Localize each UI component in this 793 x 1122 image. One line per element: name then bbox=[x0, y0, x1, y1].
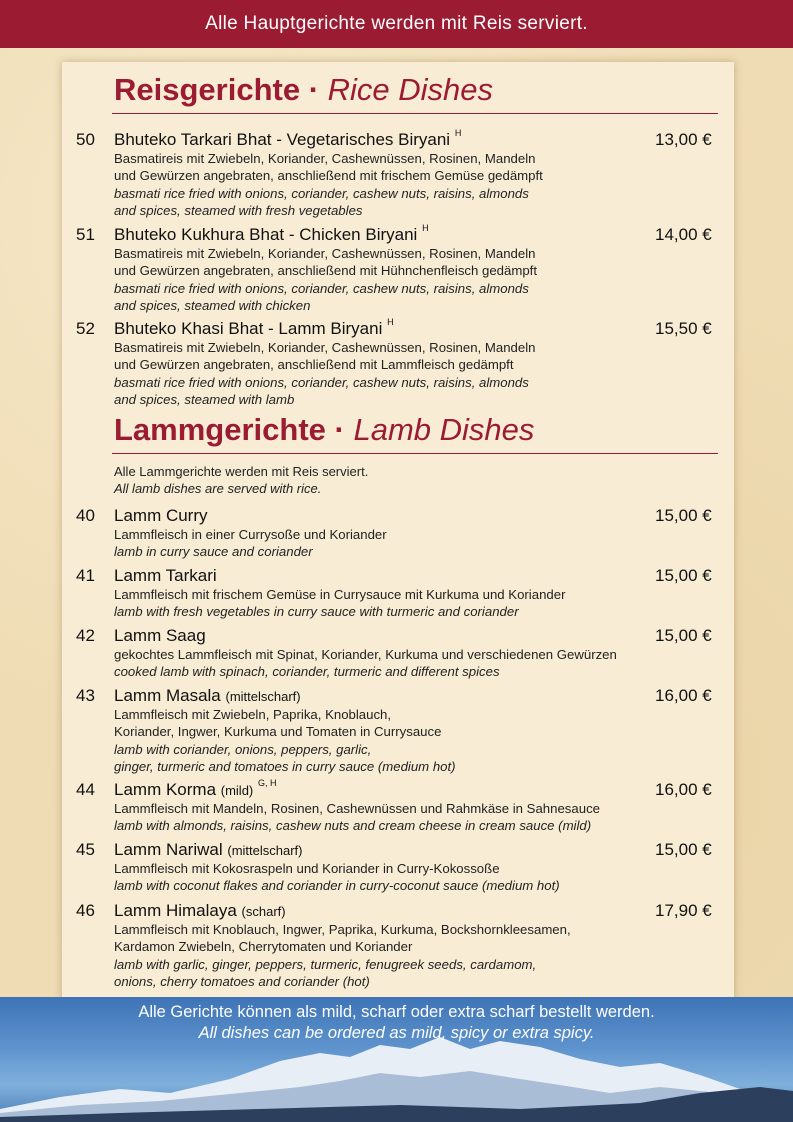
allergen-codes: G, H bbox=[258, 778, 277, 788]
dish-price: 14,00 € bbox=[655, 225, 712, 244]
rice-divider bbox=[112, 113, 718, 114]
allergen-codes: H bbox=[422, 223, 429, 233]
dish-name-text: Bhuteko Tarkari Bhat - Vegetarisches Biryani bbox=[114, 130, 451, 149]
dish-number: 50 bbox=[76, 130, 95, 149]
desc-de: Lammfleisch mit Kokosraspeln und Koriander in Curry-Kokossoße bbox=[114, 861, 500, 876]
lamb-section-title bbox=[114, 412, 534, 448]
rice-title-de: Reisgerichte bbox=[114, 72, 301, 107]
dish-number: 46 bbox=[76, 901, 95, 920]
dish-name bbox=[114, 780, 277, 800]
dish-name bbox=[114, 130, 461, 150]
desc-de: und Gewürzen angebraten, anschließend mit frischem Gemüse gedämpft bbox=[114, 168, 543, 184]
spice-level: (mittelscharf) bbox=[225, 689, 301, 704]
desc-de: Lammfleisch mit Zwiebeln, Paprika, Knoblauch, bbox=[114, 707, 392, 722]
desc-en: onions, cherry tomatoes and coriander (hot) bbox=[114, 973, 370, 989]
desc-en: basmati rice fried with onions, coriander, cashew nuts, raisins, almonds bbox=[114, 280, 529, 296]
dish-name-text: Lamm Himalaya bbox=[114, 901, 237, 920]
lamb-intro bbox=[114, 463, 368, 497]
desc-de: und Gewürzen angebraten, anschließend mit Hühnchenfleisch gedämpft bbox=[114, 263, 537, 279]
dish-name-text: Lamm Korma bbox=[114, 780, 217, 799]
dish-name bbox=[114, 225, 429, 245]
dish-description bbox=[114, 706, 456, 775]
dish-description bbox=[114, 526, 387, 561]
dish-name-text: Lamm Masala bbox=[114, 686, 221, 705]
desc-en: cooked lamb with spinach, coriander, turmeric and different spices bbox=[114, 664, 500, 680]
dish-name bbox=[114, 626, 206, 646]
allergen-codes: H bbox=[387, 317, 394, 327]
desc-de: Lammfleisch mit Knoblauch, Ingwer, Paprika, Kurkuma, Bockshornkleesamen, bbox=[114, 922, 571, 937]
dish-number: 40 bbox=[76, 506, 95, 525]
dish-description bbox=[114, 586, 565, 621]
desc-en: lamb with coconut flakes and coriander in curry-coconut sauce (medium hot) bbox=[114, 878, 560, 894]
dish-name bbox=[114, 506, 208, 526]
dish-name-text: Bhuteko Kukhura Bhat - Chicken Biryani bbox=[114, 225, 418, 244]
rice-section-title bbox=[114, 72, 493, 108]
dish-price: 15,00 € bbox=[655, 506, 712, 525]
dish-number: 41 bbox=[76, 566, 95, 585]
desc-de: Basmatireis mit Zwiebeln, Koriander, Cashewnüssen, Rosinen, Mandeln bbox=[114, 151, 536, 166]
desc-en: basmati rice fried with onions, coriander, cashew nuts, raisins, almonds bbox=[114, 185, 529, 201]
lamb-divider bbox=[112, 453, 718, 454]
dish-price: 16,00 € bbox=[655, 686, 712, 705]
desc-de: Basmatireis mit Zwiebeln, Koriander, Cashewnüssen, Rosinen, Mandeln bbox=[114, 340, 536, 355]
rice-title-separator: · bbox=[308, 72, 320, 107]
desc-en: lamb with fresh vegetables in curry sauce with turmeric and coriander bbox=[114, 604, 519, 620]
desc-en: lamb in curry sauce and coriander bbox=[114, 544, 313, 560]
rice-title-en: Rice Dishes bbox=[327, 72, 494, 107]
spice-level: (mittelscharf) bbox=[227, 843, 303, 858]
desc-en: and spices, steamed with fresh vegetables bbox=[114, 202, 363, 218]
dish-price: 15,00 € bbox=[655, 840, 712, 859]
desc-de: Kardamon Zwiebeln, Cherrytomaten und Koriander bbox=[114, 939, 413, 955]
dish-name-text: Lamm Nariwal bbox=[114, 840, 223, 859]
dish-price: 16,00 € bbox=[655, 780, 712, 799]
dish-name-text: Bhuteko Khasi Bhat - Lamm Biryani bbox=[114, 319, 383, 338]
desc-en: ginger, turmeric and tomatoes in curry sauce (medium hot) bbox=[114, 758, 456, 774]
desc-de: Lammfleisch in einer Currysoße und Koriander bbox=[114, 527, 387, 542]
dish-name bbox=[114, 686, 301, 706]
spice-level: (mild) bbox=[220, 783, 254, 798]
dish-name-text: Lamm Tarkari bbox=[114, 566, 217, 585]
desc-en: lamb with coriander, onions, peppers, garlic, bbox=[114, 741, 372, 757]
desc-de: und Gewürzen angebraten, anschließend mit Lammfleisch gedämpft bbox=[114, 357, 514, 373]
desc-en: lamb with almonds, raisins, cashew nuts and cream cheese in cream sauce (mild) bbox=[114, 818, 592, 834]
dish-name bbox=[114, 840, 303, 860]
dish-name bbox=[114, 319, 394, 339]
spice-level: (scharf) bbox=[241, 904, 286, 919]
desc-de: Lammfleisch mit Mandeln, Rosinen, Cashewnüssen und Rahmkäse in Sahnesauce bbox=[114, 801, 600, 816]
dish-price: 15,50 € bbox=[655, 319, 712, 338]
desc-en: and spices, steamed with lamb bbox=[114, 391, 295, 407]
dish-description bbox=[114, 860, 560, 895]
dish-number: 44 bbox=[76, 780, 95, 799]
lamb-intro-en: All lamb dishes are served with rice. bbox=[114, 481, 322, 496]
dish-number: 45 bbox=[76, 840, 95, 859]
dish-name-text: Lamm Saag bbox=[114, 626, 206, 645]
dish-price: 17,90 € bbox=[655, 901, 712, 920]
footer-banner bbox=[0, 997, 793, 1122]
dish-number: 43 bbox=[76, 686, 95, 705]
top-banner bbox=[0, 0, 793, 48]
footer-text-en: All dishes can be ordered as mild, spicy or extra spicy. bbox=[198, 1024, 595, 1042]
dish-number: 51 bbox=[76, 225, 95, 244]
lamb-title-de: Lammgerichte bbox=[114, 412, 326, 447]
desc-de: Lammfleisch mit frischem Gemüse in Currysauce mit Kurkuma und Koriander bbox=[114, 587, 566, 602]
allergen-codes: H bbox=[454, 128, 462, 138]
lamb-title-en: Lamb Dishes bbox=[353, 412, 535, 447]
dish-number: 42 bbox=[76, 626, 95, 645]
lamb-title-separator: · bbox=[334, 412, 345, 447]
dish-name bbox=[114, 566, 217, 586]
footer-text-de: Alle Gerichte können als mild, scharf oder extra scharf bestellt werden. bbox=[138, 1003, 655, 1021]
desc-en: lamb with garlic, ginger, peppers, turmeric, fenugreek seeds, cardamom, bbox=[114, 956, 537, 972]
dish-description bbox=[114, 921, 571, 990]
desc-en: and spices, steamed with chicken bbox=[114, 297, 311, 313]
dish-name-text: Lamm Curry bbox=[114, 506, 208, 525]
dish-name bbox=[114, 901, 286, 921]
desc-de: Basmatireis mit Zwiebeln, Koriander, Cashewnüssen, Rosinen, Mandeln bbox=[114, 246, 536, 261]
dish-description bbox=[114, 800, 600, 835]
lamb-intro-de: Alle Lammgerichte werden mit Reis serviert. bbox=[114, 464, 369, 479]
top-banner-text: Alle Hauptgerichte werden mit Reis serviert. bbox=[205, 13, 588, 34]
dish-number: 52 bbox=[76, 319, 95, 338]
desc-de: gekochtes Lammfleisch mit Spinat, Koriander, Kurkuma und verschiedenen Gewürzen bbox=[114, 647, 617, 662]
dish-description bbox=[114, 245, 537, 314]
desc-en: basmati rice fried with onions, coriander, cashew nuts, raisins, almonds bbox=[114, 374, 529, 390]
dish-description bbox=[114, 646, 617, 681]
dish-description bbox=[114, 150, 543, 219]
dish-price: 13,00 € bbox=[655, 130, 712, 149]
dish-price: 15,00 € bbox=[655, 626, 712, 645]
desc-de: Koriander, Ingwer, Kurkuma und Tomaten in Currysauce bbox=[114, 724, 442, 740]
dish-price: 15,00 € bbox=[655, 566, 712, 585]
dish-description bbox=[114, 339, 535, 408]
